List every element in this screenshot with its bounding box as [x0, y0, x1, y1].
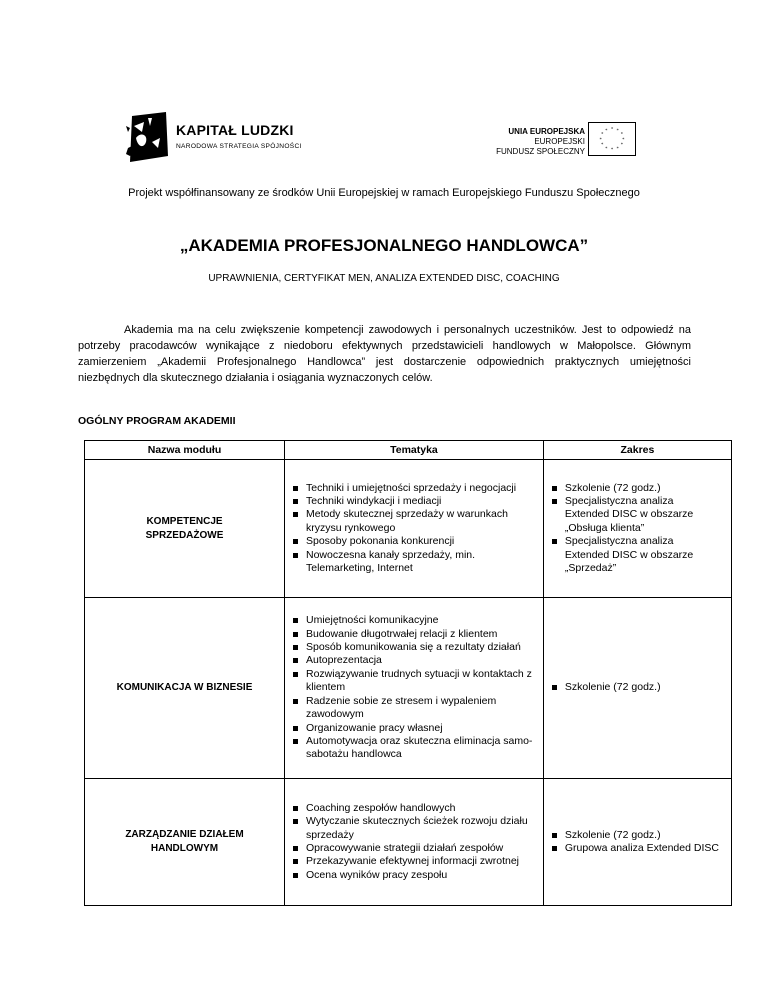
svg-text:*: *	[605, 146, 608, 152]
list-item: Radzenie sobie ze stresem i wypaleniem zawodowym	[288, 695, 539, 722]
list-item: Grupowa analiza Extended DISC	[547, 842, 727, 855]
svg-text:*: *	[610, 127, 614, 133]
list-item: Metody skutecznej sprzedaży w warunkach kryzysu rynkowego	[288, 508, 539, 535]
column-header-topics: Tematyka	[285, 441, 544, 460]
eu-line-2: EUROPEJSKI	[534, 137, 585, 146]
list-item: Specjalistyczna analiza Extended DISC w obszarze „Sprzedaż”	[547, 535, 705, 575]
svg-text:*: *	[610, 148, 614, 154]
page-subtitle: UPRAWNIENIA, CERTYFIKAT MEN, ANALIZA EXTENDED DISC, COACHING	[208, 273, 560, 284]
list-item: Coaching zespołów handlowych	[288, 802, 539, 815]
kapital-ludzki-emblem-icon	[126, 112, 172, 164]
topics-cell	[285, 779, 544, 906]
table-row	[85, 779, 732, 906]
module-name: KOMUNIKACJA W BIZNESIE	[85, 598, 285, 779]
table-header-row	[85, 441, 732, 460]
svg-text:*: *	[616, 146, 619, 152]
list-item: Opracowywanie strategii działań zespołów	[288, 842, 539, 855]
list-item: Nowoczesna kanały sprzedaży, min. Telemarketing, Internet	[288, 549, 539, 576]
svg-text:*: *	[605, 128, 608, 134]
list-item: Wytyczanie skutecznych ścieżek rozwoju działu sprzedaży	[288, 815, 539, 842]
list-item: Szkolenie (72 godz.)	[547, 829, 727, 842]
svg-text:*: *	[620, 132, 624, 138]
list-item: Automotywacja oraz skuteczna eliminacja samo-sabotażu handlowca	[288, 735, 539, 762]
eu-logo-text	[480, 127, 585, 157]
eu-flag-icon	[588, 122, 636, 156]
svg-text:*: *	[620, 143, 624, 149]
list-item: Ocena wyników pracy zespołu	[288, 869, 539, 882]
list-item: Przekazywanie efektywnej informacji zwrotnej	[288, 855, 539, 868]
list-item: Umiejętności komunikacyjne	[288, 614, 539, 627]
list-item: Rozwiązywanie trudnych sytuacji w kontaktach z klientem	[288, 668, 539, 695]
svg-text:*: *	[599, 137, 602, 143]
module-name: ZARZĄDZANIE DZIAŁEM HANDLOWYM	[85, 779, 285, 906]
svg-text:*: *	[616, 128, 619, 134]
column-header-scope: Zakres	[543, 441, 731, 460]
section-heading: OGÓLNY PROGRAM AKADEMII	[78, 415, 236, 427]
topics-cell	[285, 598, 544, 779]
table-row	[85, 460, 732, 598]
list-item: Budowanie długotrwałej relacji z klientem	[288, 628, 539, 641]
scope-cell	[543, 460, 731, 598]
eu-line-1: UNIA EUROPEJSKA	[508, 127, 585, 136]
eu-line-3: FUNDUSZ SPOŁECZNY	[496, 147, 585, 156]
kapital-ludzki-logo	[126, 112, 316, 164]
cofunding-note: Projekt współfinansowany ze środków Unii Europejskiej w ramach Europejskiego Funduszu Społecznego	[128, 187, 640, 199]
kapital-ludzki-subtitle: NARODOWA STRATEGIA SPÓJNOŚCI	[176, 143, 302, 150]
topics-cell	[285, 460, 544, 598]
table-row	[85, 598, 732, 779]
list-item: Techniki windykacji i mediacji	[288, 495, 539, 508]
page-title: „AKADEMIA PROFESJONALNEGO HANDLOWCA”	[179, 236, 589, 255]
column-header-module: Nazwa modułu	[85, 441, 285, 460]
svg-text:*: *	[600, 132, 604, 138]
list-item: Organizowanie pracy własnej	[288, 722, 539, 735]
scope-cell	[543, 598, 731, 779]
list-item: Sposoby pokonania konkurencji	[288, 535, 539, 548]
intro-paragraph: Akademia ma na celu zwiększenie kompetencji zawodowych i personalnych uczestników. Jest to odpowiedź na potrzeby pracodawców wynikające z niedoboru efektywnych przedstawicieli handlowych w Małopolsce. Głównym zamierzeniem „Akademii Profesjonalnego Handlowca” jest dostarczenie odpowiednich praktycznych umiejętności niezbędnych dla skutecznego działania i osiągania wyznaczonych celów.	[78, 324, 691, 384]
list-item: Techniki i umiejętności sprzedaży i negocjacji	[288, 482, 539, 495]
list-item: Szkolenie (72 godz.)	[547, 482, 705, 495]
svg-text:*: *	[600, 143, 604, 149]
kapital-ludzki-title: KAPITAŁ LUDZKI	[176, 122, 294, 138]
list-item: Specjalistyczna analiza Extended DISC w obszarze „Obsługa klienta”	[547, 495, 705, 535]
list-item: Szkolenie (72 godz.)	[547, 681, 727, 694]
svg-text:*: *	[622, 137, 625, 143]
module-name: KOMPETENCJE SPRZEDAŻOWE	[85, 460, 285, 598]
list-item: Autoprezentacja	[288, 654, 539, 667]
scope-cell	[543, 779, 731, 906]
program-table	[84, 440, 732, 906]
list-item: Sposób komunikowania się a rezultaty działań	[288, 641, 539, 654]
